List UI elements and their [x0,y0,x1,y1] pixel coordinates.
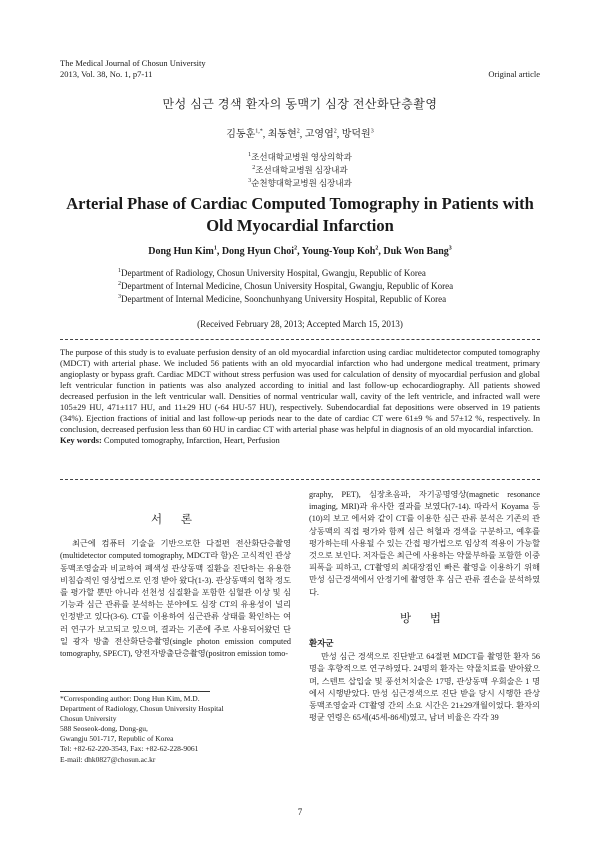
author-sup: 2 [296,128,300,135]
footnote-line: Chosun University [60,714,117,724]
korean-affiliation [0,164,600,177]
korean-affiliation [0,151,600,164]
page-number: 7 [297,807,303,817]
english-affiliation [118,293,453,306]
journal-volume: 2013, Vol. 38, No. 1, p7-11 [60,69,153,79]
intro-paragraph-left: 최근에 컴퓨터 기술을 기반으로한 다절편 전산화단층촬영(multidetector computed tomography, MDCT라 함)은 고식적인 관상동맥조영술과 비교하여 폐색성 관상동맥 질환을 진단하는 유용한 비침습적인 영상법으로 인정 받아 왔다(1-3). 관상동맥의 협착 정도를 평가할 뿐만 아니라 선천성 심질환을 포함한 심혈관 이상 및 심기능과 심근 관류를 분석하는 분야에도 심장 CT의 유용성이 널리 인정받고 있다(3-6). CT를 이용하여 심근관류 상태를 확인하는 여러 연구가 보고되고 있으며, 결과는 기존에 주로 사용되어왔던 단일 광자 방출 전산화단층촬영(single photon emission computed tomography, SPECT), 양전자방출단층촬영(positron emission tomo- [60,539,291,659]
author-sup: 3 [370,128,374,135]
footnote-line: *Corresponding author: Dong Hun Kim, M.D. [60,694,200,703]
author-sup: 1,* [255,128,263,135]
english-affiliation [118,267,453,280]
affil-text: 순천향대학교병원 심장내과 [251,178,352,188]
patients-heading: 환자군 [309,638,334,649]
affil-sup: 1 [118,268,121,274]
methods-paragraph: 만성 심근 경색으로 진단받고 64절편 MDCT를 촬영한 환자 56명을 후향적으로 연구하였다. 24명의 환자는 약물치료를 받아왔으며, 스텐트 삽입술 및 풍선처치술은 17명, 관상동맥 우회술은 1 명에서 시행받았다. 만성 심근경색으로 진단 받을 당시 시행한 관상동맥조영술과 CT촬영 간의 소요 시간은 21±29개월이었다. 환자의 평균 연령은 65세(45세-86세)였고, 남녀 비율은 각각 39 [309,652,540,723]
intro-paragraph-right: graphy, PET), 심장초음파, 자기공명영상(magnetic resonance imaging, MRI)과 유사한 결과를 보였다(7-14). 따라서 Koyama 등(10)의 보고 에서와 같이 CT를 이용한 심근 관류 분석은 기존의 관상동맥의 직접 평가와 함께 심근 허혈과 경색을 구분하고, 예후를 평가하는데 사용될 수 있는 간접 평가법으로 임상적 적용이 가능할 것으로 보인다. 저자들은 최근에 사용하는 약물부하를 포함한 이중 피폭을 피하고, CT촬영의 최대장점인 빠른 촬영을 이용하기 위해 만성 심근경색에서 안정기에 촬영한 후 심근 관류 결손을 분석하였다. [309,490,540,597]
korean-author: 김동훈 [226,129,256,140]
keywords-label: Key words: [60,435,102,446]
footnote-line: 588 Seoseok-dong, Dong-gu, [60,724,148,734]
author-sup: 3 [448,245,452,252]
affil-text: Department of Radiology, Chosun University Hospital, Gwangju, Republic of Korea [121,268,426,278]
author-sup: 2 [375,245,379,252]
affil-sup: 3 [248,178,252,185]
article-type: Original article [488,69,540,79]
affil-sup: 2 [118,281,121,287]
english-author: Young-Youp Koh [301,246,376,257]
korean-author: 최동현 [267,129,297,140]
korean-affiliation [0,177,600,190]
english-authors: Dong Hun Kim$^1$, Dong Hyun Choi$^2$, Young-Youp Koh$^2$, Duk Won Bang$^3$ [148,245,452,257]
footnote-line: Department of Radiology, Chosun University Hospital [60,704,224,714]
affil-text: 조선대학교병원 영상의학과 [251,152,352,162]
intro-heading: 서 론 [150,514,201,526]
affil-text: Department of Internal Medicine, Soonchunhyang University Hospital, Republic of Korea [121,294,447,304]
english-affiliation [118,280,453,293]
author-sup: 2 [294,245,298,252]
korean-author: 고영엽 [304,129,334,140]
english-author: Dong Hyun Choi [221,246,295,257]
affil-text: Department of Internal Medicine, Chosun University Hospital, Gwangju, Republic of Korea [121,281,454,291]
journal-name: The Medical Journal of Chosun University [60,58,206,68]
journal-header [60,58,206,80]
corresponding-author-footnote [60,694,300,765]
english-affiliations [118,267,453,306]
abstract-top-rule [60,339,540,340]
footnote-line: E-mail: dhk0827@chosun.ac.kr [60,754,156,764]
author-sup: 1 [213,245,217,252]
methods-heading: 방 법 [399,612,450,625]
affil-sup: 2 [252,165,256,172]
affil-sup: 1 [248,152,252,159]
korean-author: 방덕원 [341,129,371,140]
english-title-line: Old Myocardial Infarction [206,216,394,235]
abstract-bottom-rule [60,479,540,480]
english-author: Dong Hun Kim [148,246,214,257]
abstract [60,347,540,446]
author-sup: 2 [333,128,337,135]
footnote-line: Tel: +82-62-220-3543, Fax: +82-62-228-9061 [60,744,199,754]
korean-affiliations [0,151,600,190]
keywords: Computed tomography, Infarction, Heart, Perfusion [103,435,280,446]
footnote-rule [60,691,210,692]
right-column [309,489,540,724]
affil-sup: 3 [118,294,121,300]
english-title [0,193,600,237]
left-column [60,514,291,660]
korean-authors: 김동훈$^{1,*}$, 최동현$^2$, 고영엽$^2$, 방덕원$^3$ [226,128,374,140]
english-title-line: Arterial Phase of Cardiac Computed Tomography in Patients with [66,194,534,213]
abstract-text: The purpose of this study is to evaluate perfusion density of an old myocardial infarction using cardiac multidetector computed tomography (MDCT) with arterial phase. We included 56 patients with an old myocardial infarction who had undergone medical treatment, primary angioplasty or bypass graft. Cardiac MDCT without stress perfusion was used for calculation of density of myocardial perfusion and global left ventricular function in patients was also analyzed according to initial and last follow-up echocardiography. All patients showed decreased perfusion in the left ventricular wall. Densities of normal ventricular wall, cavity of the left ventricle, and infracted wall were 105±29 HU, 471±117 HU, and 11±29 HU (-64 HU-57 HU), respectively. Subendocardial fat depositions were observed in 19 patients (34%). Ejection fractions of initial and last follow-up periods near to the date of cardiac CT were 61±9 % and 57±12 %, respectively. In conclusion, decreased perfusion less than 60 HU in cardiac CT with arterial phase was helpful in diagnosis of an old myocardial infarction. [60,347,540,435]
english-author: Duk Won Bang [383,246,449,257]
footnote-line: Gwangju 501-717, Republic of Korea [60,734,174,744]
korean-title: 만성 심근 경색 환자의 동맥기 심장 전산화단층촬영 [162,97,438,111]
affil-text: 조선대학교병원 심장내과 [255,165,348,175]
received-dates: (Received February 28, 2013; Accepted March 15, 2013) [197,319,403,329]
